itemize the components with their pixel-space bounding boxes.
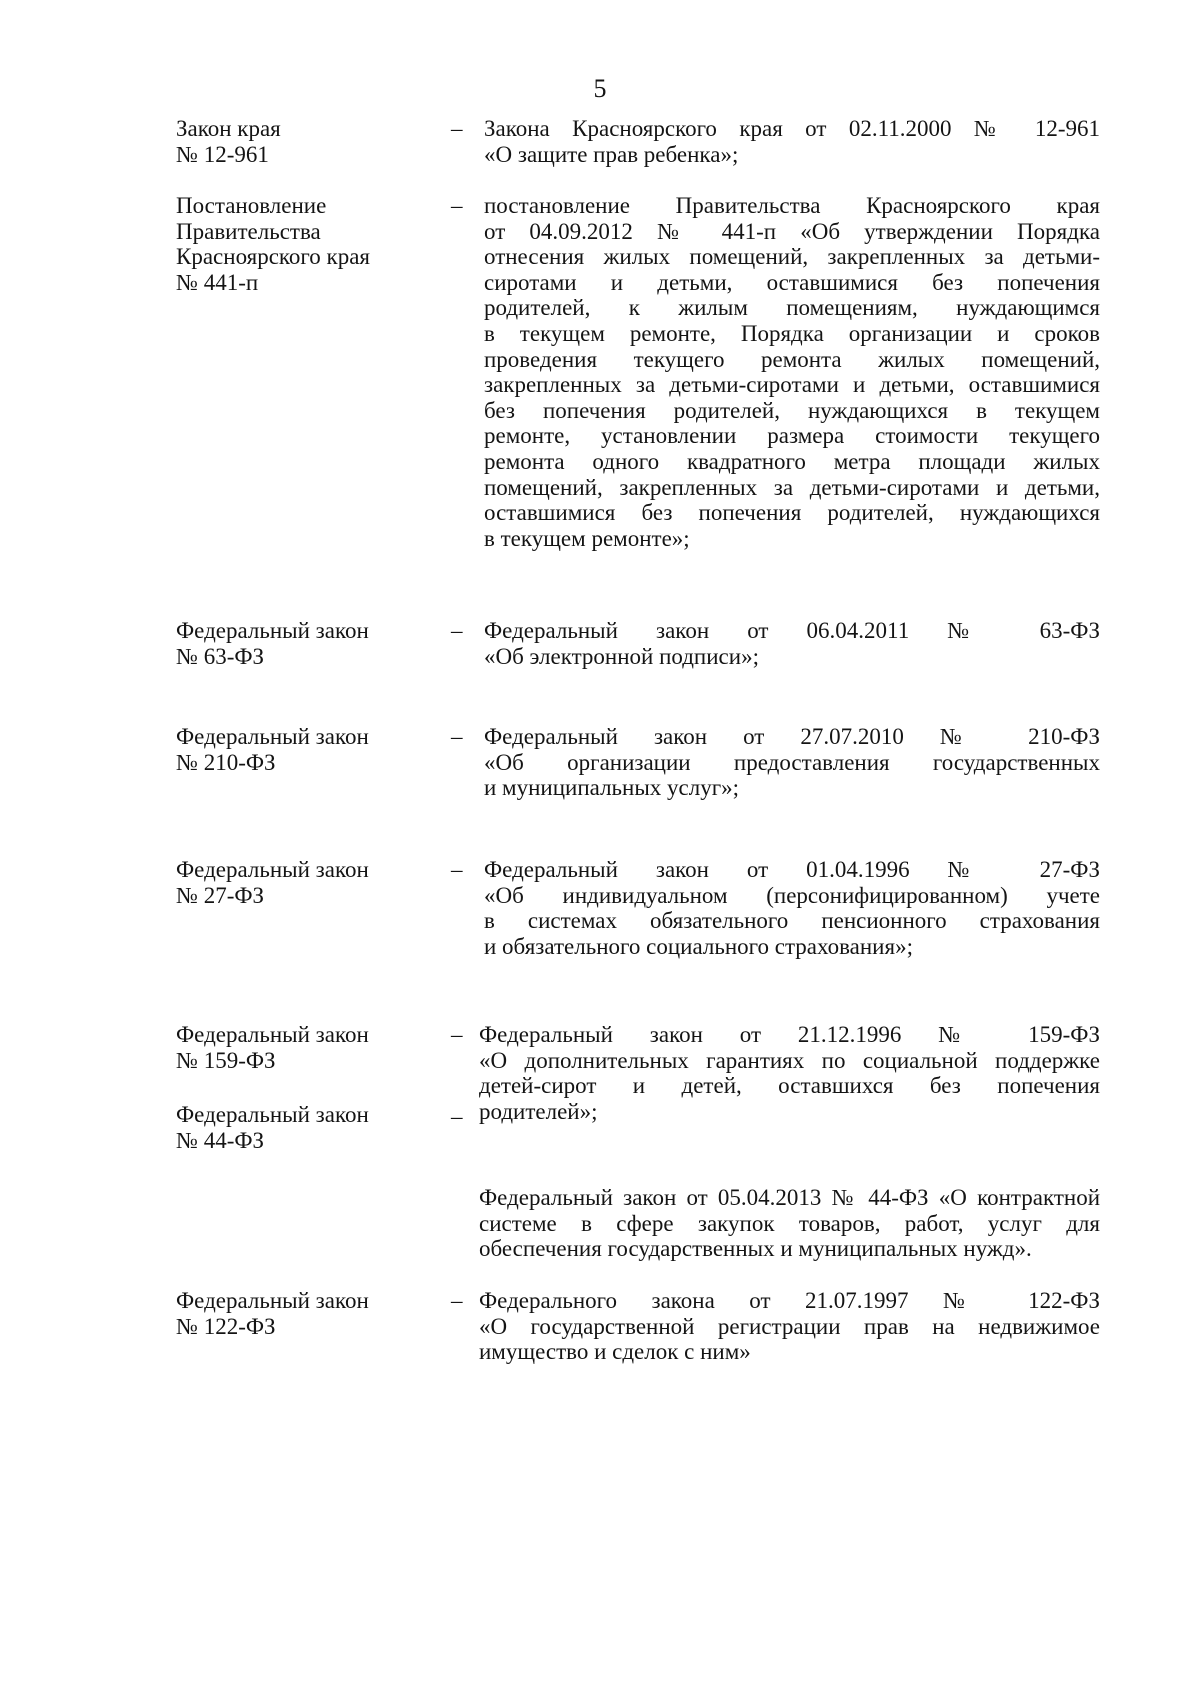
description-line: и муниципальных услуг»; [484,775,740,801]
entry-dash: – [451,193,463,218]
description-line: «Об электронной подписи»; [484,643,759,669]
page-number: 5 [593,74,607,103]
entry-dash: – [451,1022,463,1047]
entry-dash: – [451,116,463,141]
description-line: Федеральный закон от 21.12.1996 № 159-ФЗ [479,1022,1100,1047]
description-line: от 04.09.2012 № 441-п «Об утверждении Порядка [484,218,1100,244]
entry-abbreviation: Закон края № 12-961 [176,116,281,167]
description-line: Федеральный закон от 27.07.2010 № 210-ФЗ [484,724,1100,749]
description-line: отнесения жилых помещений, закрепленных за детьми- [484,244,1100,270]
entry-dash: – [451,1104,463,1129]
entry-description [479,1185,1100,1262]
description-line: «Об индивидуальном (персонифицированном) учете [484,882,1100,908]
entry-description [484,618,1100,669]
entry-abbreviation: Федеральный закон № 122-ФЗ [176,1288,369,1339]
description-line: «О защите прав ребенка»; [484,141,739,167]
description-line: имущество и сделок с ним» [479,1339,751,1365]
description-line: Закона Красноярского края от 02.11.2000 № 12-961 [484,116,1100,141]
description-line: сиротами и детьми, оставшимися без попечения [484,269,1100,295]
description-line: «О дополнительных гарантиях по социальной поддержке [479,1047,1100,1073]
description-line: в текущем ремонте, Порядка организации и сроков [484,320,1100,346]
entry-description [484,724,1100,801]
description-line: «О государственной регистрации прав на недвижимое [479,1313,1100,1339]
description-line: Федеральный закон от 06.04.2011 № 63-ФЗ [484,618,1100,643]
description-line: Федерального закона от 21.07.1997 № 122-ФЗ [479,1288,1100,1313]
description-line: родителей»; [479,1098,598,1124]
entry-description [479,1022,1100,1124]
description-line: и обязательного социального страхования»; [484,933,913,959]
entry-description [484,193,1100,551]
entry-abbreviation: Федеральный закон № 27-ФЗ [176,857,369,908]
entry-dash: – [451,618,463,643]
entry-dash: – [451,724,463,749]
entry-description [479,1288,1100,1365]
entry-abbreviation: Федеральный закон № 63-ФЗ [176,618,369,669]
entry-abbreviation: Федеральный закон № 44-ФЗ [176,1102,369,1153]
description-line: родителей, к жилым помещениям, нуждающимся [484,295,1100,321]
entry-dash: – [451,857,463,882]
description-line: Федеральный закон от 01.04.1996 № 27-ФЗ [484,857,1100,882]
entry-description [484,857,1100,959]
entry-abbreviation: Постановление Правительства Красноярского края № 441-п [176,193,370,295]
description-line: закрепленных за детьми-сиротами и детьми, оставшимися [484,372,1100,398]
description-line: обеспечения государственных и муниципальных нужд». [479,1236,1032,1262]
description-line: проведения текущего ремонта жилых помещений, [484,346,1100,372]
entry-abbreviation: Федеральный закон № 210-ФЗ [176,724,369,775]
description-line: детей-сирот и детей, оставшихся без попечения [479,1073,1100,1099]
entry-description [484,116,1100,167]
entry-abbreviation: Федеральный закон № 159-ФЗ [176,1022,369,1073]
description-line: оставшимися без попечения родителей, нуждающихся [484,500,1100,526]
description-line: ремонте, установлении размера стоимости текущего [484,423,1100,449]
entry-dash: – [451,1288,463,1313]
description-line: постановление Правительства Красноярского края [484,193,1100,218]
description-line: без попечения родителей, нуждающихся в текущем [484,397,1100,423]
description-line: Федеральный закон от 05.04.2013 № 44-ФЗ «О контрактной [479,1185,1100,1210]
description-line: в системах обязательного пенсионного страхования [484,908,1100,934]
description-line: системе в сфере закупок товаров, работ, услуг для [479,1210,1100,1236]
description-line: ремонта одного квадратного метра площади жилых [484,448,1100,474]
description-line: помещений, закрепленных за детьми-сиротами и детьми, [484,474,1100,500]
description-line: «Об организации предоставления государственных [484,749,1100,775]
description-line: в текущем ремонте»; [484,525,690,551]
